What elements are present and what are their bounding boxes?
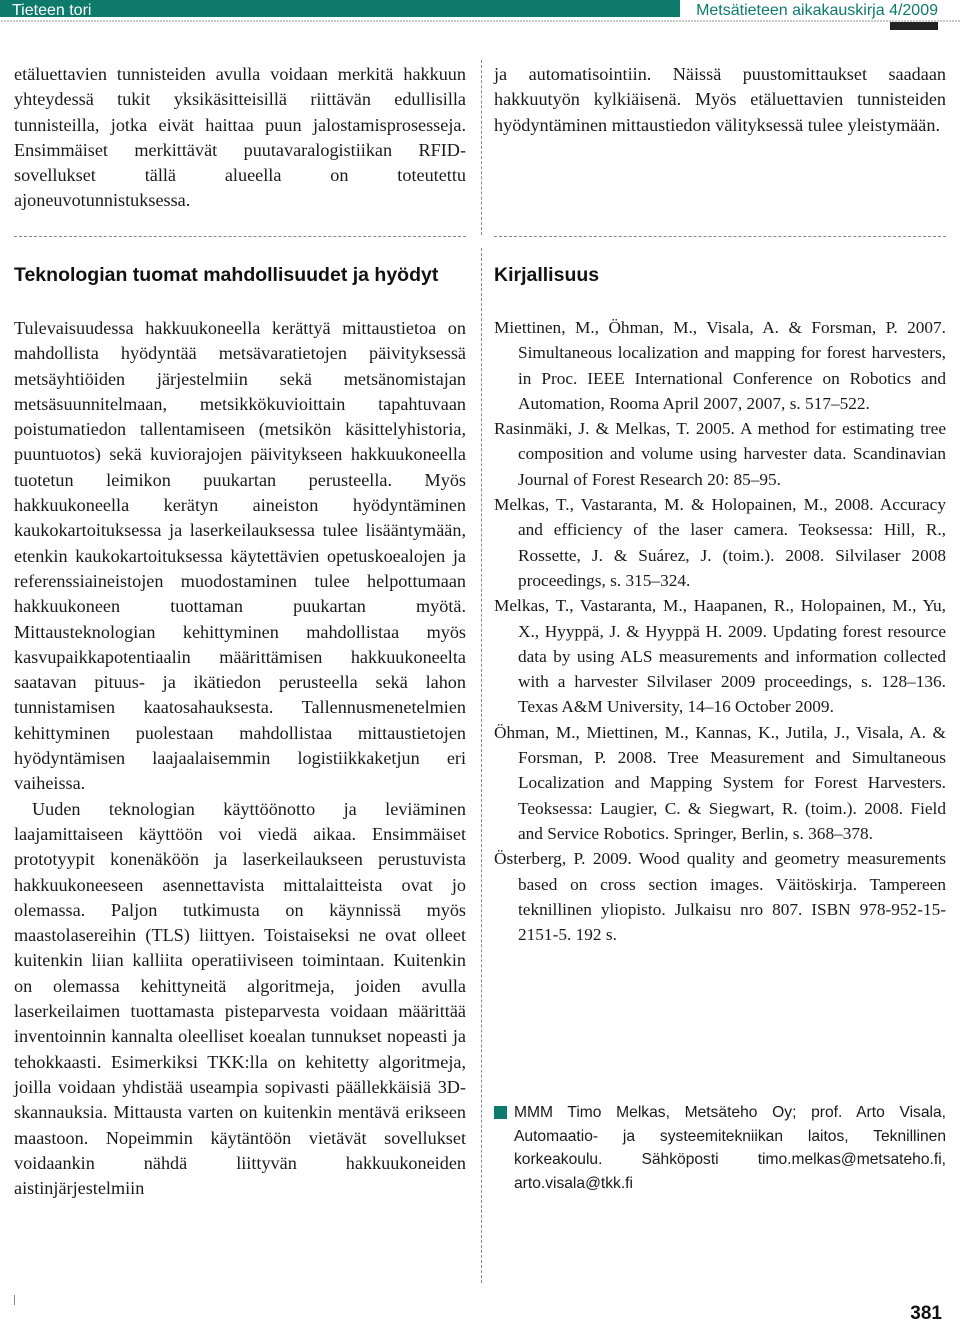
main-section xyxy=(14,263,466,1201)
reference-item: Österberg, P. 2009. Wood quality and geometry measurements based on cross section images. Väitöskirja. Tampereen teknillinen yliopisto. Julkaisu nro 807. ISBN 978-952-15-2151-5. 192 s. xyxy=(494,849,946,945)
header-rule xyxy=(0,20,960,22)
reference-item: Rasinmäki, J. & Melkas, T. 2005. A method for estimating tree composition and volume using harvester data. Scandinavian Journal of Forest Research 20: 85–95. xyxy=(494,419,946,489)
paragraph: Uuden teknologian käyttöönotto ja leviäminen laajamittaiseen käyttöön voi viedä aikaa. Ensimmäiset prototyypit konenäköön ja laserkeilaukseen perustuvista hakkuukoneeseen asennettavista mittalaitteista ovat jo olemassa. Paljon tutkimusta on käynnissä myös maastolasereihin (TLS) liittyen. Toistaiseksi ne ovat olleet kuitenkin liian kalliita operatiiviseen toimintaan. Kuitenkin on olemassa kehittyneitä algoritmeja, joiden avulla laserkeilaimen tuottamasta pisteparvesta voidaan määrittää inventoinnin kannalta oleelliset koealan tunnukset nopeasti ja tehokkaasti. Esimerkiksi TKK:lla on kehitetty algoritmeja, joilla voidaan yhdistää useampia sopivasti päällekkäisiä 3D-skannauksia. Mittausta varten on kuitenkin mentävä erikseen maastoon. Nopeimmin käytäntöön vietävät sovellukset voidaankin nähdä liittyvän hakkuukoneiden aistinjärjestelmiin xyxy=(14,798,466,1199)
reference-item: Melkas, T., Vastaranta, M., Haapanen, R., Holopainen, M., Yu, X., Hyyppä, J. & Hyyppä H. 2009. Updating forest resource data by using ALS measurements and information collected with a harvester Silvilaser 2009 proceedings, s. 128–136. Texas A&M University, 14–16 October 2009. xyxy=(494,596,946,717)
bullet-square-icon xyxy=(494,1106,507,1119)
continuation-text-right: ja automatisointiin. Näissä puustomittaukset saadaan hakkuutyön kylkiäisenä. Myös etäluettavien tunnisteiden hyödyntäminen mittaustiedon välityksessä tulee yleistymään. xyxy=(494,64,946,135)
authors-block xyxy=(494,1101,946,1195)
section-divider-left xyxy=(14,236,466,237)
top-left-block xyxy=(14,62,466,214)
header-mark xyxy=(890,22,938,30)
paragraph: Tulevaisuudessa hakkuukoneella kerättyä mittaustietoa on mahdollista hyödyntää metsävaratietojen päivityksessä metsäyhtiöiden järjestelmiin sekä metsänomistajan metsäsuunnitelmaan, metsikkökuvioittain tapahtuvaan poistumatiedon tallentamiseen (metsikön käsittelyhistoria, puuntuotos) sekä kuviorajojen päivitykseen hakkuukoneella tuotetun leimikon puukartan perusteella. Myös hakkuukoneella kerätyn aineiston hyödyntäminen kaukokartoituksessa ja laserkeilauksessa tulee lisääntymään, etenkin kaukokartoituksessa käytettävien opetuskoealojen ja referenssiaineistojen muodostaminen tulee helpottumaan hakkuukoneen tuottaman puukartan myötä. Mittausteknologian kehittyminen mahdollistaa myös kasvupaikkapotentiaalin määrittämisen hakkuukoneelta saatavan pituus- ja ikätiedon perusteella sekä lahon tunnistamisen kaatosahauksesta. Tallennusmenetelmien kehittyminen puolestaan mahdollistaa mittaustietojen hyödyntämisen laajaalaisemmin logistiikkaketjun eri vaiheissa. xyxy=(14,318,466,794)
page-number: 381 xyxy=(910,1303,942,1324)
reference-item: Öhman, M., Miettinen, M., Kannas, K., Jutila, J., Visala, A. & Forsman, P. 2008. Tree Measurement and Simultaneous Localization and Mapping System for Forest Harvesters. Teoksessa: Laugier, C. & Siegwart, R. (toim.). 2008. Field and Service Robotics. Springer, Berlin, s. 368–378. xyxy=(494,722,946,843)
section-divider-right xyxy=(494,236,946,237)
continuation-text-left: etäluettavien tunnisteiden avulla voidaan merkitä hakkuun yhteydessä tukit yksikäsitteisillä riittävän edullisilla tunnisteilla, jotka eivät haittaa puun jalostamisprosesseja. Ensimmäiset merkittävät puutavaralogistiikan RFID-sovellukset tällä alueella on toteutettu ajoneuvotunnistuksessa. xyxy=(14,64,466,211)
column-divider-top xyxy=(481,60,482,235)
references-section xyxy=(494,263,946,947)
reference-item: Melkas, T., Vastaranta, M. & Holopainen, M., 2008. Accuracy and efficiency of the laser camera. Teoksessa: Hill, R., Rossette, J. & Suárez, J. (toim.). 2008. Silvilaser 2008 proceedings, s. 315–324. xyxy=(494,495,946,590)
journal-title: Metsätieteen aikakauskirja 4/2009 xyxy=(696,2,938,19)
column-divider-bottom xyxy=(481,248,482,1283)
section-heading: Teknologian tuomat mahdollisuudet ja hyödyt xyxy=(14,264,439,286)
references-heading: Kirjallisuus xyxy=(494,264,600,286)
section-label: Tieteen tori xyxy=(12,2,92,19)
author-text: MMM Timo Melkas, Metsäteho Oy; prof. Arto Visala, Automaatio- ja systeemitekniikan laitos, Teknillinen korkeakoulu. Sähköposti timo.melkas@metsateho.fi, arto.visala@tkk.fi xyxy=(514,1104,946,1192)
reference-list xyxy=(494,315,946,947)
author-info xyxy=(494,1101,946,1195)
reference-item: Miettinen, M., Öhman, M., Visala, A. & Forsman, P. 2007. Simultaneous localization and mapping for forest harvesters, in Proc. IEEE International Conference on Robotics and Automation, Rooma April 2007, 2007, s. 517–522. xyxy=(494,318,946,413)
top-right-block xyxy=(494,62,946,138)
corner-mark xyxy=(14,1295,15,1305)
